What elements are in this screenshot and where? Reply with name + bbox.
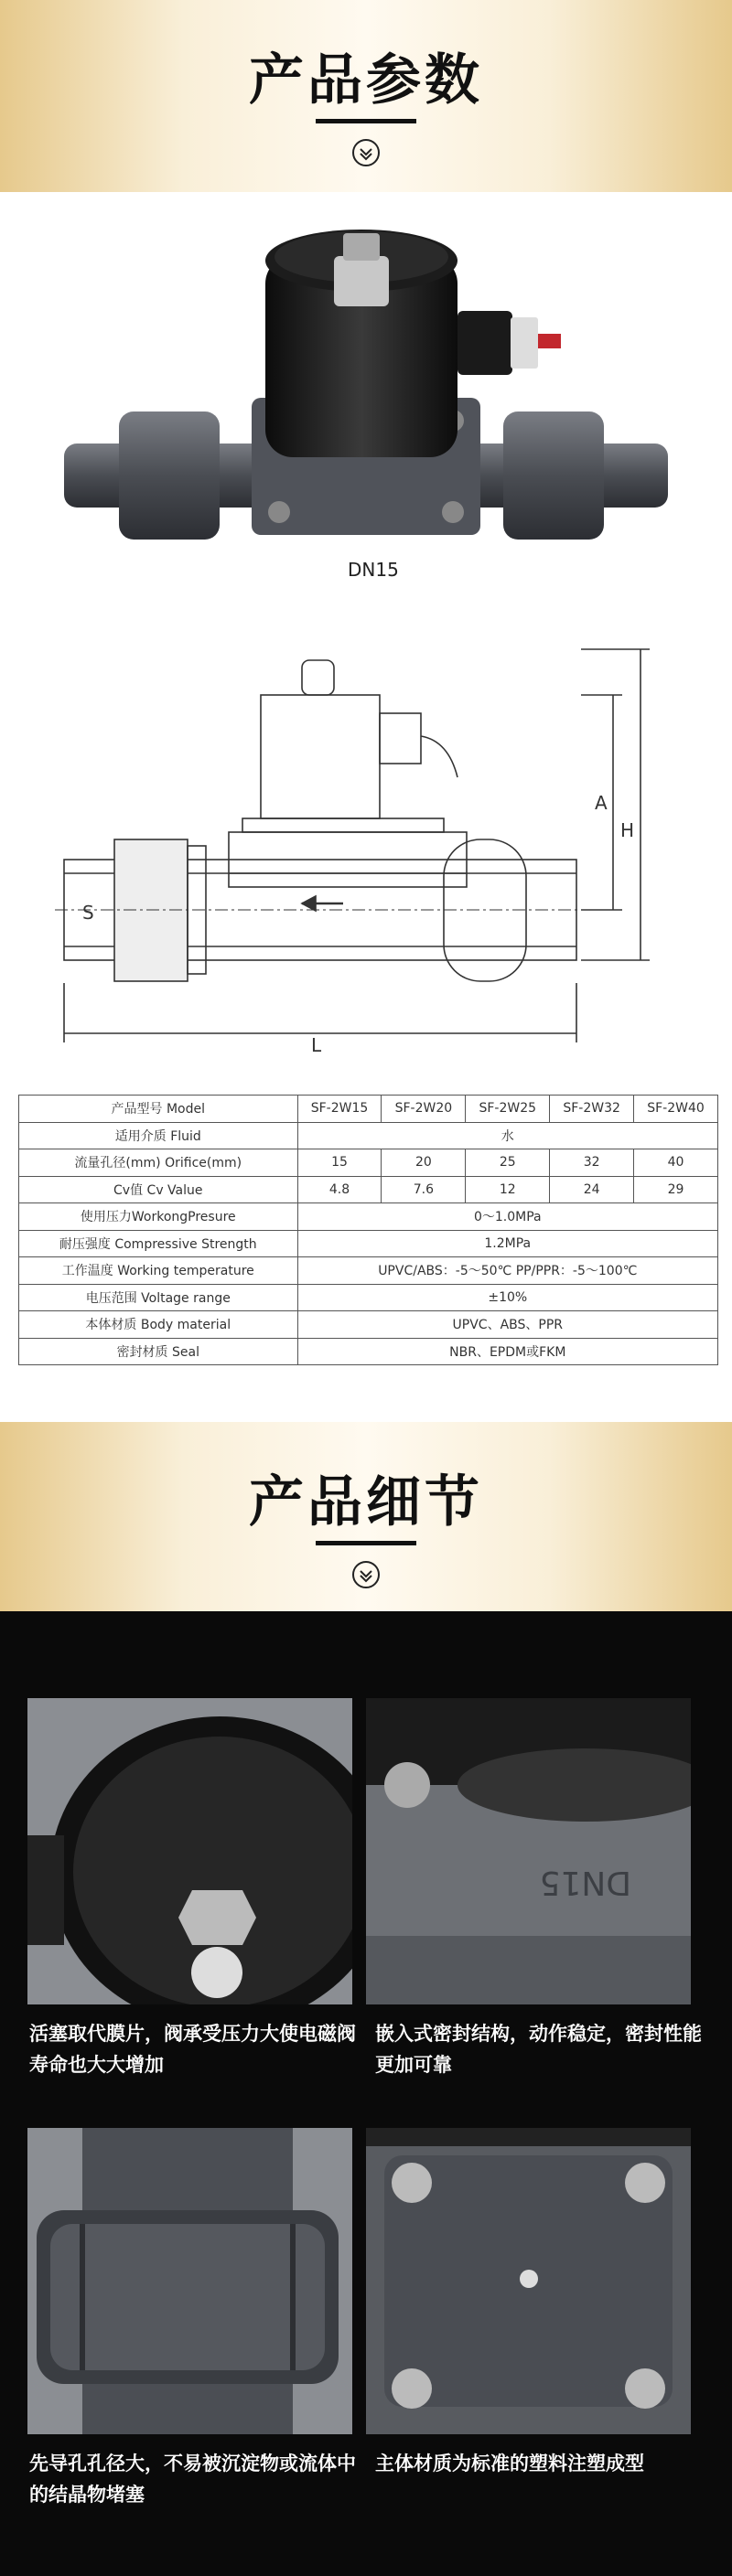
detail-caption: 活塞取代膜片，阀承受压力大使电磁阀寿命也大大增加 <box>29 2023 356 2076</box>
cell: UPVC/ABS：-5～50℃ PP/PPR：-5～100℃ <box>297 1257 717 1285</box>
cell: ±10% <box>297 1284 717 1311</box>
table-row <box>19 1122 718 1149</box>
cell: 40 <box>634 1149 718 1177</box>
table-row <box>19 1338 718 1365</box>
label-a: A <box>595 792 608 814</box>
table-row <box>19 1311 718 1339</box>
cell: 25 <box>466 1149 550 1177</box>
row-label: 产品型号 Model <box>19 1096 298 1123</box>
cell: SF-2W25 <box>466 1096 550 1123</box>
cell: 1.2MPa <box>297 1230 717 1257</box>
cell: SF-2W40 <box>634 1096 718 1123</box>
table-row <box>19 1230 718 1257</box>
detail-photo-bolts <box>366 2128 691 2434</box>
table-row <box>19 1096 718 1123</box>
detail-caption: 嵌入式密封结构，动作稳定，密封性能更加可靠 <box>375 2023 702 2076</box>
spec-table <box>18 1095 718 1365</box>
cell: UPVC、ABS、PPR <box>297 1311 717 1339</box>
row-label: 耐压强度 Compressive Strength <box>19 1230 298 1257</box>
row-label: 密封材质 Seal <box>19 1338 298 1365</box>
label-l: L <box>311 1034 322 1056</box>
table-row <box>19 1149 718 1177</box>
chevron-down-icon <box>352 139 380 166</box>
cell: 7.6 <box>382 1176 466 1203</box>
cell: 32 <box>550 1149 634 1177</box>
cell: 20 <box>382 1149 466 1177</box>
product-photo <box>55 224 677 617</box>
dimension-drawing <box>27 640 668 1061</box>
cell: NBR、EPDM或FKM <box>297 1338 717 1365</box>
cell: 0～1.0MPa <box>297 1203 717 1231</box>
body-mark: DN15 <box>348 559 399 581</box>
table-row <box>19 1203 718 1231</box>
params-title: 产品参数 <box>249 48 483 112</box>
row-label: Cv值 Cv Value <box>19 1176 298 1203</box>
table-row <box>19 1176 718 1203</box>
cell: 15 <box>297 1149 382 1177</box>
row-label: 适用介质 Fluid <box>19 1122 298 1149</box>
row-label: 流量孔径(mm) Orifice(mm) <box>19 1149 298 1177</box>
row-label: 工作温度 Working temperature <box>19 1257 298 1285</box>
cell: 29 <box>634 1176 718 1203</box>
detail-photo-body <box>366 1698 691 2004</box>
table-row <box>19 1284 718 1311</box>
row-label: 使用压力WorkongPresure <box>19 1203 298 1231</box>
title-underline <box>316 119 416 123</box>
cell: 4.8 <box>297 1176 382 1203</box>
cell: 水 <box>297 1122 717 1149</box>
body-mark: DN15 <box>539 1864 631 1901</box>
row-label: 电压范围 Voltage range <box>19 1284 298 1311</box>
params-banner <box>0 0 732 192</box>
details-banner <box>0 1422 732 1614</box>
cell: SF-2W20 <box>382 1096 466 1123</box>
row-label: 本体材质 Body material <box>19 1311 298 1339</box>
cell: 24 <box>550 1176 634 1203</box>
cell: 12 <box>466 1176 550 1203</box>
details-panel <box>0 1611 732 2576</box>
table-row <box>19 1257 718 1285</box>
details-title: 产品细节 <box>249 1470 483 1534</box>
chevron-down-icon <box>352 1561 380 1588</box>
label-s: S <box>82 902 94 924</box>
cell: SF-2W32 <box>550 1096 634 1123</box>
detail-photo-piston <box>27 1698 352 2004</box>
title-underline <box>316 1541 416 1545</box>
label-h: H <box>620 819 635 841</box>
cell: SF-2W15 <box>297 1096 382 1123</box>
detail-photo-union <box>27 2128 352 2434</box>
detail-caption: 先导孔孔径大，不易被沉淀物或流体中的结晶物堵塞 <box>29 2453 356 2506</box>
detail-caption: 主体材质为标准的塑料注塑成型 <box>375 2453 644 2474</box>
